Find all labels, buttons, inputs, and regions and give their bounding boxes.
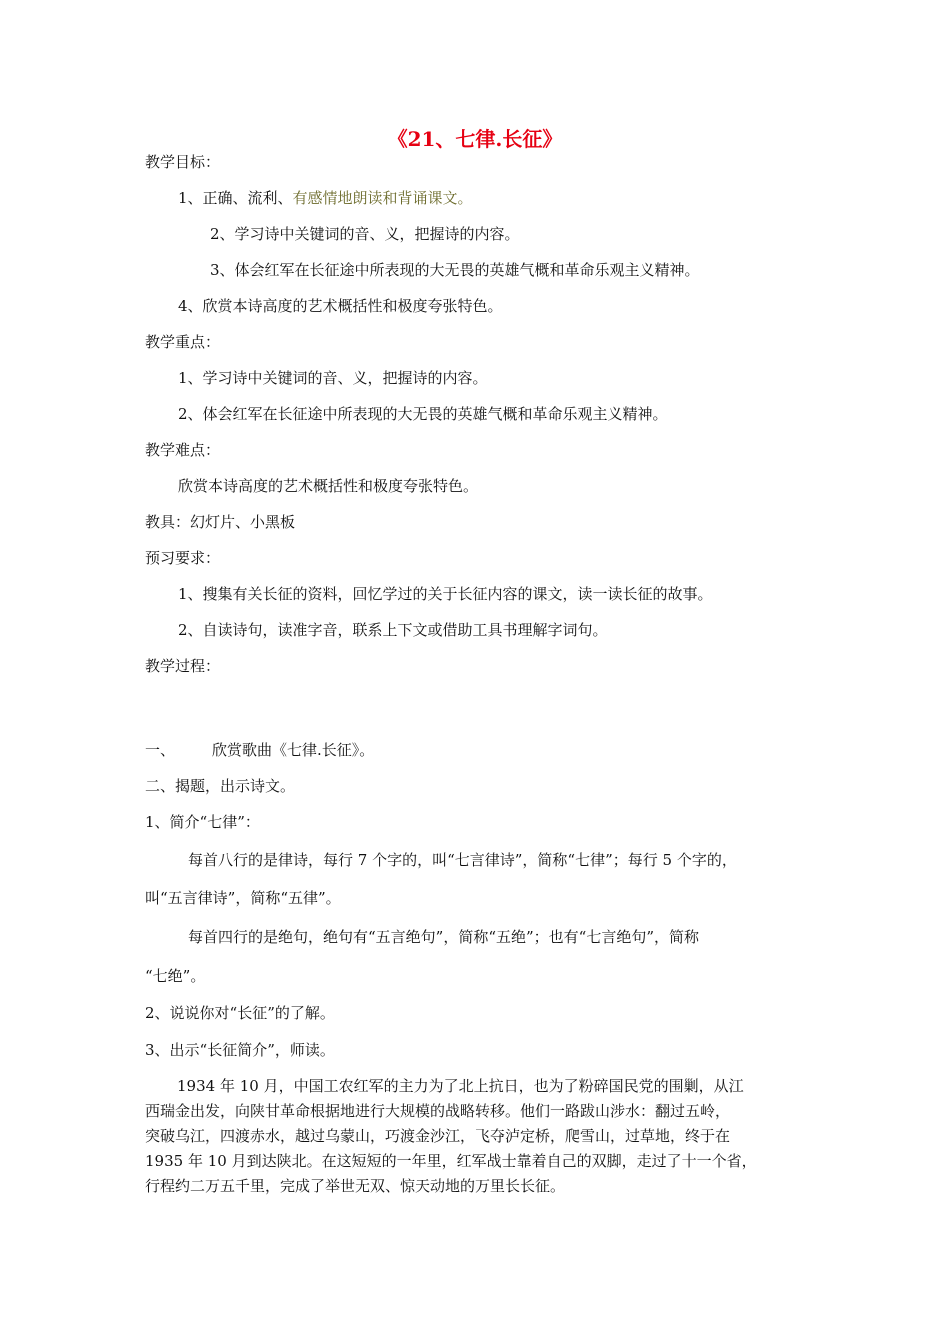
preview-item-1: 1、搜集有关长征的资料，回忆学过的关于长征内容的课文，读一读长征的故事。 — [178, 585, 713, 603]
jueju-line-1: 每首四行的是绝句，绝句有“五言绝句”，简称“五绝”；也有“七言绝句”，简称 — [188, 928, 700, 946]
key-points-heading: 教学重点： — [145, 333, 221, 351]
intro-line-4: 1935 年 10 月到达陕北。在这短短的一年里，红军战士靠着自己的双脚，走过了十一个省， — [145, 1152, 757, 1170]
goal-item-2: 2、学习诗中关键词的音、义，把握诗的内容。 — [210, 225, 520, 243]
intro-line-3: 突破乌江，四渡赤水，越过乌蒙山，巧渡金沙江，飞夺泸定桥，爬雪山，过草地，终于在 — [145, 1127, 731, 1145]
difficulty-text: 欣赏本诗高度的艺术概括性和极度夸张特色。 — [178, 477, 479, 495]
intro-line-1: 1934 年 10 月，中国工农红军的主力为了北上抗日，也为了粉碎国民党的围剿，从江 — [177, 1077, 744, 1095]
key-point-item-2: 2、体会红军在长征途中所表现的大无畏的英雄气概和革命乐观主义精神。 — [178, 405, 668, 423]
intro-line-5: 行程约二万五千里，完成了举世无双、惊天动地的万里长长征。 — [145, 1177, 566, 1195]
process-step-2: 二、揭题，出示诗文。 — [145, 777, 296, 795]
intro-line-2: 西瑞金出发，向陕甘革命根据地进行大规模的战略转移。他们一路跋山涉水：翻过五岭， — [145, 1102, 731, 1120]
goal-item-3: 3、体会红军在长征途中所表现的大无畏的英雄气概和革命乐观主义精神。 — [210, 261, 700, 279]
lvshi-line-2: 叫“五言律诗”，简称“五律”。 — [145, 889, 341, 907]
process-heading: 教学过程： — [145, 657, 221, 675]
goals-heading: 教学目标： — [145, 153, 221, 171]
process-step-1-number: 一、 — [145, 741, 176, 759]
key-point-item-1: 1、学习诗中关键词的音、义，把握诗的内容。 — [178, 369, 488, 387]
difficulty-heading: 教学难点： — [145, 441, 221, 459]
tools-line: 教具：幻灯片、小黑板 — [145, 513, 296, 531]
jueju-line-2: “七绝”。 — [145, 967, 206, 985]
process-sub-1: 1、简介“七律”： — [145, 813, 260, 831]
goal-item-1-highlight: 有感情地朗读和背诵课文。 — [292, 189, 473, 207]
goal-item-1 — [178, 188, 473, 208]
document-title: 《21、七律.长征》 — [387, 127, 563, 151]
preview-heading: 预习要求： — [145, 549, 221, 567]
process-sub-3: 3、出示“长征简介”，师读。 — [145, 1041, 335, 1059]
preview-item-2: 2、自读诗句，读准字音，联系上下文或借助工具书理解字词句。 — [178, 621, 608, 639]
goal-item-1-prefix: 1、正确、流利、 — [178, 189, 293, 207]
process-sub-2: 2、说说你对“长征”的了解。 — [145, 1004, 335, 1022]
goal-item-4: 4、欣赏本诗高度的艺术概括性和极度夸张特色。 — [178, 297, 503, 315]
process-step-1-text: 欣赏歌曲《七律.长征》。 — [212, 741, 375, 759]
lvshi-line-1: 每首八行的是律诗，每行 7 个字的，叫“七言律诗”，简称“七律”；每行 5 个字的， — [188, 851, 737, 869]
